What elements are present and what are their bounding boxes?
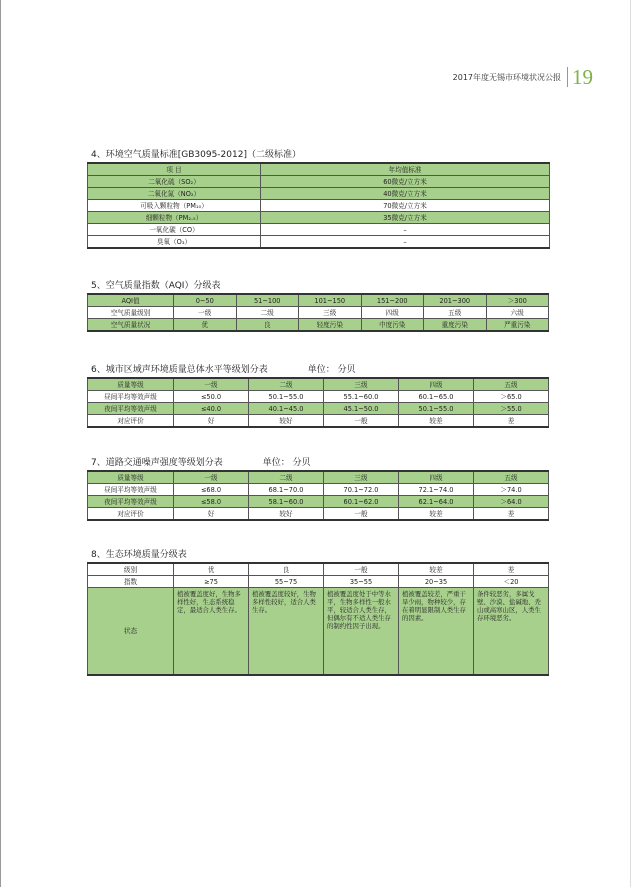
table-row <box>88 415 549 428</box>
table-cell: ≤68.0 <box>174 484 249 496</box>
table-cell: 轻度污染 <box>299 319 362 332</box>
table-cell: ≥75 <box>174 576 249 588</box>
table-header-row <box>88 471 549 484</box>
section-air-quality-standard <box>87 148 549 249</box>
section-traffic-noise <box>87 456 549 521</box>
standard-cell: 70微克/立方米 <box>261 200 550 212</box>
table-cell: 50.1~55.0 <box>399 403 474 415</box>
table-cell: 三级 <box>324 378 399 391</box>
pollutant-cell: 二氧化硫（SO₂） <box>88 176 261 188</box>
air-standard-table <box>87 162 550 249</box>
table-row <box>88 391 549 403</box>
table-cell: 较差 <box>399 563 474 576</box>
table-row <box>88 176 550 188</box>
table-cell: 一般 <box>324 563 399 576</box>
table-cell: AQI值 <box>88 294 174 307</box>
table-cell: 昼间平均等效声级 <box>88 484 174 496</box>
table-cell: 35~55 <box>324 576 399 588</box>
table-cell: 二级 <box>249 471 324 484</box>
table-cell: ＞300 <box>486 294 549 307</box>
table-cell: 68.1~70.0 <box>249 484 324 496</box>
page-left-edge <box>0 0 1 887</box>
unit-label: 单位： 分贝 <box>307 365 356 375</box>
table-cell: 较差 <box>399 415 474 428</box>
table-cell: ≤40.0 <box>174 403 249 415</box>
table-cell: 较好 <box>249 508 324 521</box>
table-cell: ≤58.0 <box>174 496 249 508</box>
table-cell: ＞74.0 <box>474 484 549 496</box>
table-cell: 五级 <box>474 471 549 484</box>
aqi-table <box>87 293 549 332</box>
table-cell: 四级 <box>399 471 474 484</box>
table-cell: 一级 <box>174 378 249 391</box>
unit-label: 单位： 分贝 <box>262 458 311 468</box>
header-divider <box>567 67 568 87</box>
table-cell: 五级 <box>424 307 487 319</box>
section-aqi-levels <box>87 279 549 332</box>
table-cell: 55.1~60.0 <box>324 391 399 403</box>
table-cell: 20~35 <box>399 576 474 588</box>
table-cell: 55~75 <box>249 576 324 588</box>
table-cell: 优 <box>174 563 249 576</box>
table-row <box>88 188 550 200</box>
table-cell: ＞64.0 <box>474 496 549 508</box>
table-cell: 一般 <box>324 508 399 521</box>
standard-cell: 35微克/立方米 <box>261 212 550 224</box>
standard-cell: – <box>261 224 550 236</box>
state-description-cell: 条件较恶劣，多属戈壁、沙漠、盐碱地、秃山或高寒山区，人类生存环境恶劣。 <box>474 588 549 676</box>
table-row <box>88 319 549 332</box>
table-cell: 一级 <box>174 307 237 319</box>
section-title-text: 6、城市区域声环境质量总体水平等级划分表 <box>91 365 268 375</box>
table-cell: 40.1~45.0 <box>249 403 324 415</box>
table-cell: 50.1~55.0 <box>249 391 324 403</box>
table-cell: 好 <box>174 415 249 428</box>
pollutant-cell: 可吸入颗粒物（PM₁₀） <box>88 200 261 212</box>
table-cell: 良 <box>249 563 324 576</box>
table-header-cell: 项 目 <box>88 163 261 176</box>
table-cell: 45.1~50.0 <box>324 403 399 415</box>
table-cell: 指数 <box>88 576 174 588</box>
table-cell: 夜间平均等效声级 <box>88 403 174 415</box>
table-cell: 51~100 <box>236 294 299 307</box>
table-cell: 优 <box>174 319 237 332</box>
section-title <box>91 456 549 470</box>
table-cell: 差 <box>474 563 549 576</box>
table-row <box>88 236 550 249</box>
table-cell: 二级 <box>236 307 299 319</box>
table-cell: 三级 <box>299 307 362 319</box>
table-cell: 空气质量级别 <box>88 307 174 319</box>
table-cell: 一级 <box>174 471 249 484</box>
table-cell: ＜20 <box>474 576 549 588</box>
table-cell: 151~200 <box>361 294 424 307</box>
table-cell: 二级 <box>249 378 324 391</box>
page-header <box>453 66 593 88</box>
table-cell: 72.1~74.0 <box>399 484 474 496</box>
page-number: 19 <box>572 64 593 89</box>
table-cell: 58.1~60.0 <box>249 496 324 508</box>
table-cell: 六级 <box>486 307 549 319</box>
table-cell: 对应评价 <box>88 508 174 521</box>
table-cell: 60.1~62.0 <box>324 496 399 508</box>
table-cell: 严重污染 <box>486 319 549 332</box>
table-cell: 良 <box>236 319 299 332</box>
table-header-row <box>88 378 549 391</box>
table-cell: 五级 <box>474 378 549 391</box>
table-row <box>88 508 549 521</box>
table-cell: 62.1~64.0 <box>399 496 474 508</box>
section-eco-quality <box>87 548 549 676</box>
table-cell: 昼间平均等效声级 <box>88 391 174 403</box>
pollutant-cell: 二氧化氮（NO₂） <box>88 188 261 200</box>
table-header-cell: 年均值标准 <box>261 163 550 176</box>
table-cell: 对应评价 <box>88 415 174 428</box>
table-cell: 中度污染 <box>361 319 424 332</box>
table-cell: 较差 <box>399 508 474 521</box>
table-cell: 三级 <box>324 471 399 484</box>
table-cell: 201~300 <box>424 294 487 307</box>
state-description-cell: 植被覆盖度较好，生物多样性较好，适合人类生存。 <box>249 588 324 676</box>
section-urban-noise <box>87 363 549 428</box>
table-header-row <box>88 294 549 307</box>
state-label-cell: 状态 <box>88 588 174 676</box>
table-cell: 四级 <box>361 307 424 319</box>
table-row <box>88 307 549 319</box>
section-title <box>91 363 549 377</box>
table-cell: 重度污染 <box>424 319 487 332</box>
table-cell: 四级 <box>399 378 474 391</box>
table-cell: 级别 <box>88 563 174 576</box>
report-title: 2017年度无锡市环境状况公报 <box>452 72 561 82</box>
state-description-cell: 植被覆盖度好，生物多样性好，生态系统稳定，最适合人类生存。 <box>174 588 249 676</box>
table-cell: 较好 <box>249 415 324 428</box>
state-description-cell: 植被覆盖度处于中等水平，生物多样性一般水平，较适合人类生存，但偶尔有不适人类生存的制约性因子出现。 <box>324 588 399 676</box>
table-row <box>88 212 550 224</box>
table-cell: 夜间平均等效声级 <box>88 496 174 508</box>
table-row <box>88 403 549 415</box>
traffic-noise-table <box>87 470 549 521</box>
table-row <box>88 200 550 212</box>
table-cell: 差 <box>474 508 549 521</box>
section-title: 5、空气质量指数（AQI）分级表 <box>91 281 221 291</box>
section-title: 4、环境空气质量标准[GB3095-2012]（二级标准） <box>91 150 301 160</box>
table-cell: 差 <box>474 415 549 428</box>
table-row <box>88 496 549 508</box>
table-cell: ＞65.0 <box>474 391 549 403</box>
table-row <box>88 484 549 496</box>
state-description-cell: 植被覆盖较差，严重干旱少雨，物种较少，存在着明显限制人类生存的因素。 <box>399 588 474 676</box>
section-title-text: 7、道路交通噪声强度等级划分表 <box>91 458 223 468</box>
table-header-row <box>88 563 549 576</box>
table-cell: 101~150 <box>299 294 362 307</box>
eco-quality-table <box>87 562 549 676</box>
table-row <box>88 224 550 236</box>
pollutant-cell: 臭氧（O₃） <box>88 236 261 249</box>
table-cell: 60.1~65.0 <box>399 391 474 403</box>
table-row <box>88 576 549 588</box>
table-cell: 70.1~72.0 <box>324 484 399 496</box>
table-header-row <box>88 163 550 176</box>
standard-cell: 60微克/立方米 <box>261 176 550 188</box>
table-row <box>88 588 549 676</box>
table-cell: ≤50.0 <box>174 391 249 403</box>
urban-noise-table <box>87 377 549 428</box>
table-cell: ＞55.0 <box>474 403 549 415</box>
section-title: 8、生态环境质量分级表 <box>91 550 187 560</box>
pollutant-cell: 细颗粒物（PM₂.₅） <box>88 212 261 224</box>
table-cell: 空气质量状况 <box>88 319 174 332</box>
standard-cell: 40微克/立方米 <box>261 188 550 200</box>
table-cell: 0~50 <box>174 294 237 307</box>
table-cell: 质量等级 <box>88 378 174 391</box>
table-cell: 质量等级 <box>88 471 174 484</box>
standard-cell: – <box>261 236 550 249</box>
table-cell: 一般 <box>324 415 399 428</box>
pollutant-cell: 一氧化碳（CO） <box>88 224 261 236</box>
table-cell: 好 <box>174 508 249 521</box>
